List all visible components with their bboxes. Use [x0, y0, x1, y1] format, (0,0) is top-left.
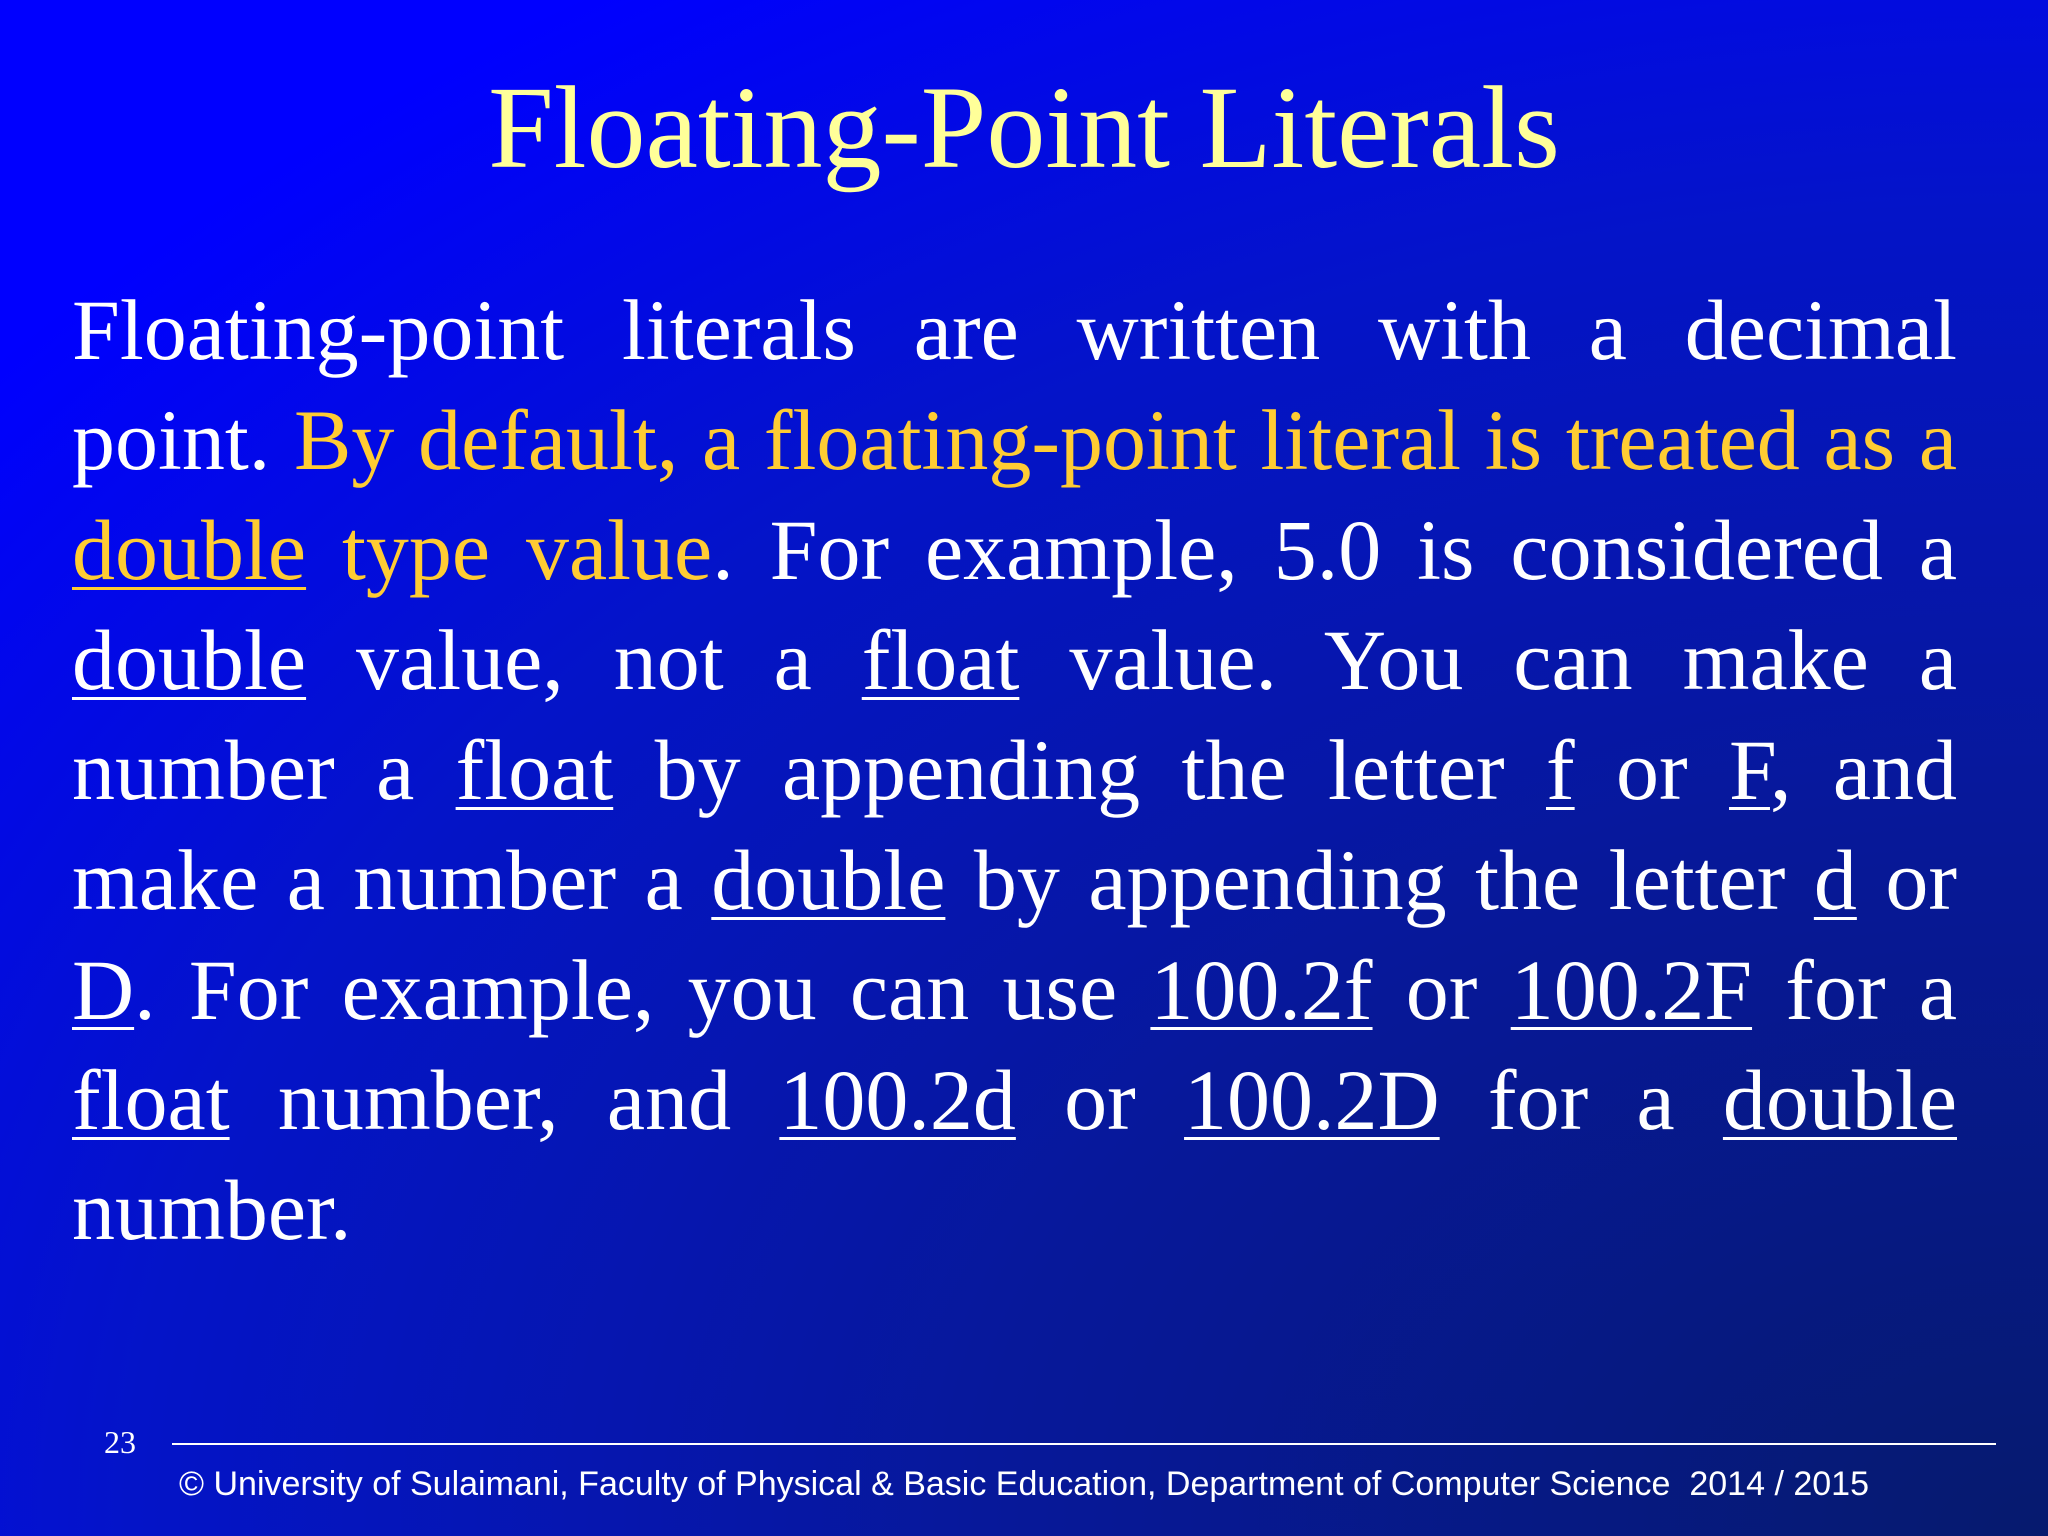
underlined-term: D: [72, 942, 135, 1038]
body-paragraph: [72, 275, 1957, 1265]
text-run: number, and: [229, 1052, 780, 1148]
text-run: type value: [306, 502, 713, 598]
text-run: , and make a number a: [72, 722, 1958, 928]
page-number: 23: [104, 1424, 136, 1460]
underlined-term: d: [1813, 832, 1857, 928]
text-run: . For example, you can use: [134, 942, 1151, 1038]
underlined-term: 100.2D: [1184, 1052, 1440, 1148]
text-run: for a: [1439, 1052, 1723, 1148]
text-run: Floating-point literals are written with a decimal point.: [72, 282, 1957, 488]
text-run: for a: [1752, 942, 1958, 1038]
underlined-term: float: [861, 612, 1020, 708]
text-run: by appending the letter: [613, 722, 1546, 818]
underlined-term: double: [711, 832, 946, 928]
underlined-term: double: [1722, 1052, 1957, 1148]
text-run: By default, a floating-point literal is treated as a: [294, 392, 1957, 488]
text-run: or: [1856, 832, 1958, 928]
underlined-term: double: [72, 612, 307, 708]
underlined-term: float: [455, 722, 614, 818]
footer-divider: [172, 1443, 1996, 1445]
text-run: or: [1015, 1052, 1185, 1148]
slide-title: Floating-Point Literals: [488, 62, 1560, 193]
text-run: or: [1372, 942, 1511, 1038]
underlined-term: float: [72, 1052, 230, 1148]
underlined-term: F: [1729, 722, 1770, 818]
text-run: . For example, 5.0 is considered a: [712, 502, 1957, 598]
text-run: value. You can make a number a: [72, 612, 1957, 818]
underlined-term: double: [72, 502, 307, 598]
underlined-term: f: [1546, 722, 1575, 818]
footer-copyright: © University of Sulaimani, Faculty of Physical & Basic Education, Department of Computer Science 2014 / 2015: [179, 1465, 1869, 1503]
text-run: value, not a: [306, 612, 862, 708]
text-run: or: [1574, 722, 1730, 818]
underlined-term: 100.2d: [779, 1052, 1016, 1148]
text-run: number.: [72, 1162, 352, 1258]
underlined-term: 100.2f: [1150, 942, 1373, 1038]
text-run: by appending the letter: [945, 832, 1814, 928]
underlined-term: 100.2F: [1510, 942, 1753, 1038]
